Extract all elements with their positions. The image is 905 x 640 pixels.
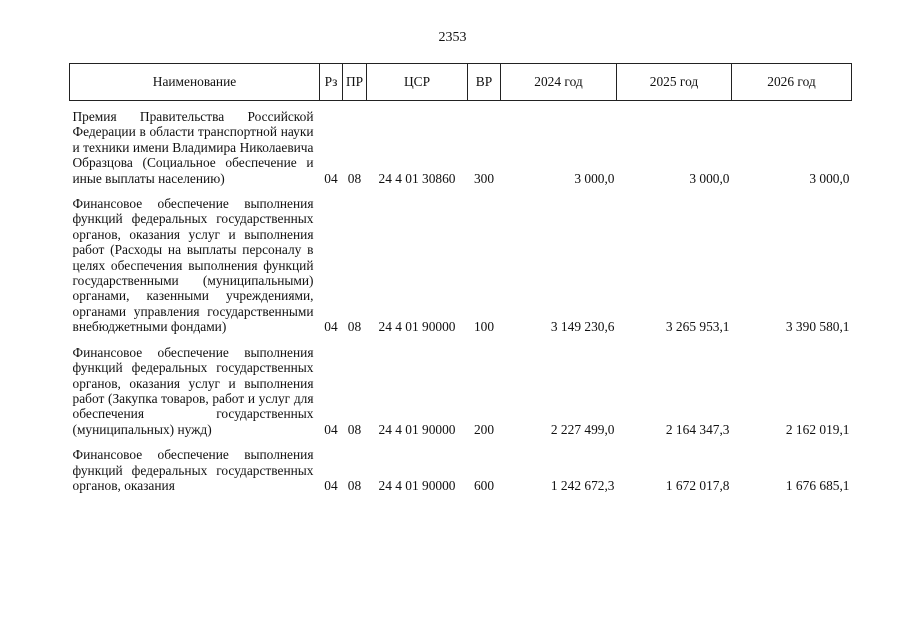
row-2026: 1 676 685,1 (785, 477, 850, 493)
header-2025: 2025 год (617, 64, 732, 101)
header-2024: 2024 год (501, 64, 617, 101)
row-2025: 1 672 017,8 (665, 477, 730, 493)
row-2024: 3 149 230,6 (550, 319, 615, 335)
table-header (70, 64, 852, 101)
header-name: Наименование (70, 64, 320, 101)
row-vr: 600 (473, 477, 495, 493)
row-pr: 08 (347, 421, 362, 437)
row-vr: 100 (473, 319, 495, 335)
table-row (70, 438, 852, 494)
row-2024: 2 227 499,0 (550, 421, 615, 437)
row-rz: 04 (324, 421, 338, 437)
row-vr: 200 (473, 421, 495, 437)
row-pr: 08 (347, 319, 362, 335)
budget-table (69, 63, 852, 494)
header-rz: Рз (320, 64, 343, 101)
row-csr: 24 4 01 90000 (378, 319, 456, 335)
row-2026: 3 390 580,1 (785, 319, 850, 335)
row-name: Финансовое обеспечение выполнения функций федеральных государственных органов, оказания услуг и выполнения работ (Закупка товаров, работ и услуг для обеспечения государственных (муниципальных) нужд) (72, 344, 314, 437)
row-2026: 2 162 019,1 (785, 421, 850, 437)
table-body (70, 101, 852, 495)
row-name: Премия Правительства Российской Федерации в области транспортной науки и техники имени Владимира Николаевича Образцова (Социальное обеспечение и иные выплаты населению) (72, 109, 314, 186)
table-row (70, 187, 852, 336)
header-vr: ВР (468, 64, 501, 101)
row-2024: 1 242 672,3 (550, 477, 615, 493)
row-csr: 24 4 01 90000 (378, 477, 456, 493)
row-csr: 24 4 01 90000 (378, 421, 456, 437)
row-name: Финансовое обеспечение выполнения функций федеральных государственных органов, оказания услуг и выполнения работ (Расходы на выплаты персоналу в целях обеспечения выполнения функций государственными (муниципальными) органами, казенными учреждениями, органами управления государственными внебюджетными фондами) (72, 196, 314, 335)
row-csr: 24 4 01 30860 (378, 170, 456, 186)
row-2025: 3 265 953,1 (665, 319, 730, 335)
header-2026: 2026 год (732, 64, 852, 101)
table-row (70, 336, 852, 438)
row-name: Финансовое обеспечение выполнения функций федеральных государственных органов, оказания (72, 447, 314, 493)
row-2026: 3 000,0 (809, 170, 850, 186)
header-csr: ЦСР (367, 64, 468, 101)
row-pr: 08 (347, 477, 362, 493)
table-row (70, 101, 852, 188)
row-pr: 08 (347, 170, 362, 186)
row-2025: 2 164 347,3 (665, 421, 730, 437)
row-rz: 04 (324, 319, 338, 335)
row-vr: 300 (473, 170, 495, 186)
row-rz: 04 (324, 477, 338, 493)
row-rz: 04 (324, 170, 338, 186)
header-pr: ПР (343, 64, 367, 101)
row-2024: 3 000,0 (574, 170, 615, 186)
row-2025: 3 000,0 (689, 170, 730, 186)
page-number: 2353 (438, 30, 467, 45)
